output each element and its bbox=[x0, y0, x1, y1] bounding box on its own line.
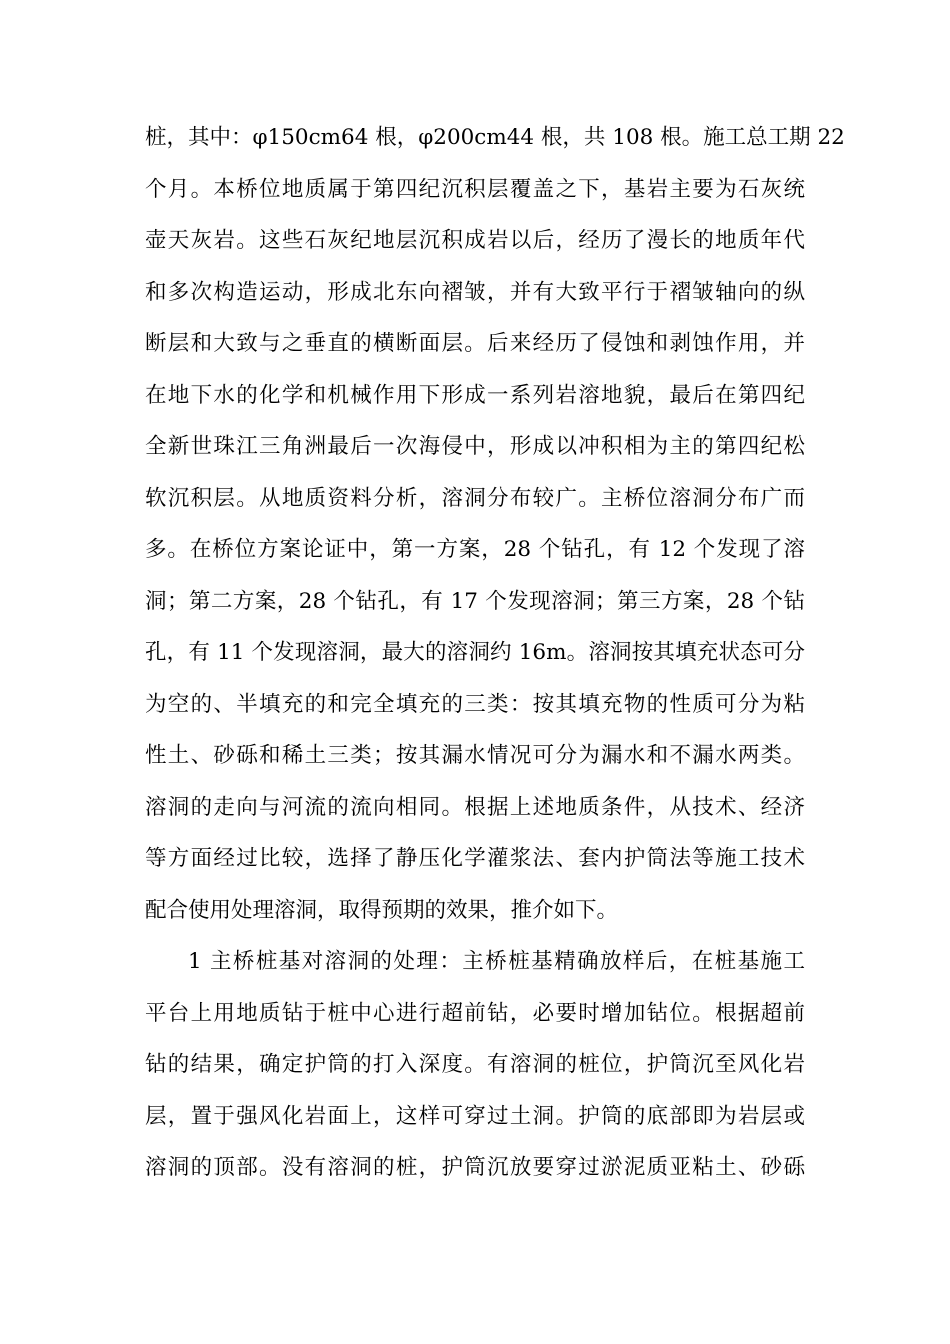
text-line: 壶天灰岩。这些石灰纪地层沉积成岩以后，经历了漫长的地质年代 bbox=[145, 228, 805, 253]
text-line: 多。在桥位方案论证中，第一方案，28 个钻孔，有 12 个发现了溶 bbox=[145, 537, 805, 562]
text-line: 等方面经过比较，选择了静压化学灌浆法、套内护筒法等施工技术 bbox=[145, 846, 805, 871]
body-text bbox=[145, 112, 845, 1194]
text-line: 全新世珠江三角洲最后一次海侵中，形成以冲积相为主的第四纪松 bbox=[145, 434, 805, 459]
text-line: 和多次构造运动，形成北东向褶皱，并有大致平行于褶皱轴向的纵 bbox=[145, 279, 805, 305]
paragraph-2 bbox=[145, 936, 805, 1194]
text-line: 性土、砂砾和稀土三类；按其漏水情况可分为漏水和不漏水两类。 bbox=[145, 743, 805, 768]
text-line: 桩，其中：φ150cm64 根，φ200cm44 根，共 108 根。施工总工期 22 bbox=[145, 125, 845, 150]
text-line: 溶洞的顶部。没有溶洞的桩，护筒沉放要穿过淤泥质亚粘土、砂砾 bbox=[145, 1155, 805, 1180]
text-line: 洞；第二方案，28 个钻孔，有 17 个发现溶洞；第三方案，28 个钻 bbox=[145, 588, 805, 614]
text-line: 平台上用地质钻于桩中心进行超前钻，必要时增加钻位。根据超前 bbox=[145, 1000, 805, 1026]
text-line: 钻的结果，确定护筒的打入深度。有溶洞的桩位，护筒沉至风化岩 bbox=[145, 1052, 805, 1077]
paragraph-1 bbox=[145, 112, 845, 936]
text-line: 为空的、半填充的和完全填充的三类：按其填充物的性质可分为粘 bbox=[145, 691, 805, 717]
text-line: 溶洞的走向与河流的流向相同。根据上述地质条件，从技术、经济 bbox=[145, 794, 805, 820]
text-line: 孔，有 11 个发现溶洞，最大的溶洞约 16m。溶洞按其填充状态可分 bbox=[145, 640, 805, 665]
text-line: 配合使用处理溶洞，取得预期的效果，推介如下。 bbox=[145, 897, 619, 923]
text-line: 1 主桥桩基对溶洞的处理：主桥桩基精确放样后，在桩基施工 bbox=[188, 949, 805, 974]
text-line: 在地下水的化学和机械作用下形成一系列岩溶地貌，最后在第四纪 bbox=[145, 382, 805, 408]
text-line: 软沉积层。从地质资料分析，溶洞分布较广。主桥位溶洞分布广而 bbox=[145, 485, 805, 511]
text-line: 断层和大致与之垂直的横断面层。后来经历了侵蚀和剥蚀作用，并 bbox=[145, 331, 805, 356]
text-line: 层，置于强风化岩面上，这样可穿过土洞。护筒的底部即为岩层或 bbox=[145, 1103, 805, 1129]
text-line: 个月。本桥位地质属于第四纪沉积层覆盖之下，基岩主要为石灰统 bbox=[145, 176, 805, 202]
